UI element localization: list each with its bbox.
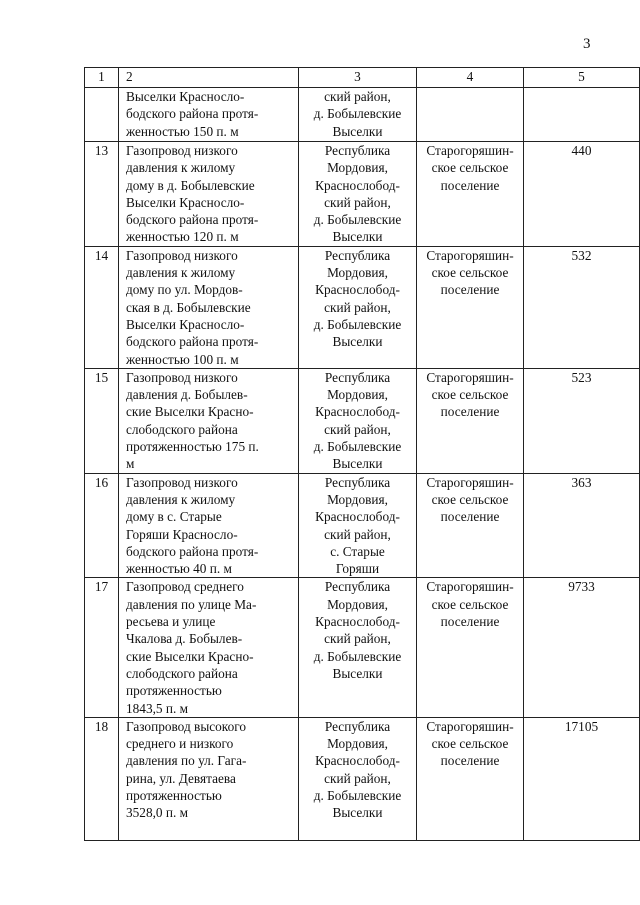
object-name-line: дому в д. Бобылевские xyxy=(126,177,255,193)
settlement-line: ское сельское xyxy=(431,736,509,752)
settlement-line: поселение xyxy=(440,509,500,525)
object-location-line: Выселки xyxy=(332,456,383,472)
row-number: 14 xyxy=(85,246,119,368)
object-location xyxy=(299,368,417,473)
object-name xyxy=(119,578,299,717)
row-number: 15 xyxy=(85,368,119,473)
object-name-line: Газопровод низкого xyxy=(126,143,238,158)
object-name-line: протяженностью 175 п. xyxy=(126,439,259,455)
object-name-line: Газопровод высокого xyxy=(126,718,247,734)
header-row xyxy=(85,68,640,88)
object-name-line: давления к жилому xyxy=(126,160,236,176)
settlement-line: Старогоряшин- xyxy=(426,247,514,263)
object-location-line: Выселки xyxy=(332,229,383,245)
object-name-line: Чкалова д. Бобылев- xyxy=(126,631,243,647)
object-name xyxy=(119,717,299,840)
header-cell-1: 1 xyxy=(85,68,119,88)
object-location-line: Мордовия, xyxy=(327,160,388,176)
table-row xyxy=(85,246,640,368)
settlement-line: поселение xyxy=(440,753,500,769)
object-location-line: Выселки xyxy=(332,123,383,139)
object-location-line: Мордовия, xyxy=(327,265,388,281)
header-cell-3: 3 xyxy=(299,68,417,88)
object-name-line: женностью 40 п. м xyxy=(126,561,232,577)
object-name-line: давления к жилому xyxy=(126,265,236,281)
object-location-line: Краснослобод- xyxy=(315,614,400,630)
object-name-line: Газопровод низкого xyxy=(126,369,238,385)
object-name xyxy=(119,142,299,247)
settlement-line: ское сельское xyxy=(431,491,509,507)
settlement-line: ское сельское xyxy=(431,387,509,403)
table-row xyxy=(85,717,640,840)
object-location-line: ский район, xyxy=(324,526,391,542)
settlement-line: поселение xyxy=(440,404,500,420)
settlement xyxy=(417,142,524,247)
settlement xyxy=(417,473,524,578)
object-location-line: ский район, xyxy=(324,194,391,210)
object-location-line: Краснослобод- xyxy=(315,177,400,193)
value: 9733 xyxy=(524,578,640,717)
object-name-line: давления к жилому xyxy=(126,491,236,507)
object-name-line: Выселки Краснослo- xyxy=(126,194,245,210)
object-location-line: д. Бобылевские xyxy=(313,648,402,664)
object-location xyxy=(299,88,417,142)
object-name-line: ские Выселки Красно- xyxy=(126,648,254,664)
object-location-line: Мордовия, xyxy=(327,596,388,612)
object-location-line: д. Бобылевские xyxy=(313,316,402,332)
object-name-line: Газопровод низкого xyxy=(126,474,238,490)
page-number: 3 xyxy=(583,36,591,52)
object-location-line: д. Бобылевские xyxy=(313,439,402,455)
object-location xyxy=(299,717,417,840)
object-location-line: д. Бобылевские xyxy=(313,106,402,122)
value: 440 xyxy=(524,142,640,247)
object-location-line: с. Старые xyxy=(330,543,385,559)
object-name xyxy=(119,473,299,578)
object-name-line: Газопровод среднего xyxy=(126,579,244,595)
object-location xyxy=(299,246,417,368)
header-cell-5: 5 xyxy=(524,68,640,88)
settlement-line: поселение xyxy=(440,614,500,630)
settlement-line: Старогоряшин- xyxy=(426,579,514,595)
object-name xyxy=(119,246,299,368)
object-name-line: женностью 120 п. м xyxy=(126,229,239,245)
row-number xyxy=(85,88,119,142)
row-number: 16 xyxy=(85,473,119,578)
settlement-line: Старогоряшин- xyxy=(426,718,514,734)
object-name-line: давления по ул. Гага- xyxy=(126,753,247,769)
settlement-line: ское сельское xyxy=(431,265,509,281)
settlement xyxy=(417,246,524,368)
object-location xyxy=(299,142,417,247)
object-name-line: протяженностью xyxy=(126,787,222,803)
object-name-line: рина, ул. Девятаева xyxy=(126,770,236,786)
settlement-line: Старогоряшин- xyxy=(426,474,514,490)
object-name-line: бодского района протя- xyxy=(126,212,259,228)
object-name-line: давления д. Бобылев- xyxy=(126,387,248,403)
value xyxy=(524,88,640,142)
table-row xyxy=(85,88,640,142)
settlement-line: Старогоряшин- xyxy=(426,369,514,385)
table-row xyxy=(85,142,640,247)
object-location-line: Краснослобод- xyxy=(315,509,400,525)
object-location-line: Мордовия, xyxy=(327,736,388,752)
object-location xyxy=(299,473,417,578)
object-name-line: давления по улице Ма- xyxy=(126,596,257,612)
object-location-line: Краснослобод- xyxy=(315,753,400,769)
object-location-line: ский район, xyxy=(324,299,391,315)
object-location-line: д. Бобылевские xyxy=(313,787,402,803)
header-cell-2: 2 xyxy=(119,68,299,88)
object-location-line: Республика xyxy=(324,718,391,734)
object-name-line: женностью 150 п. м xyxy=(126,123,239,139)
object-name-line: Газопровод низкого xyxy=(126,247,238,263)
object-location-line: Мордовия, xyxy=(327,387,388,403)
object-location-line: Республика xyxy=(324,474,391,490)
settlement xyxy=(417,578,524,717)
settlement-line: ское сельское xyxy=(431,160,509,176)
object-name-line: 1843,5 п. м xyxy=(126,700,189,716)
object-location-line: Краснослобод- xyxy=(315,282,400,298)
settlement-line: поселение xyxy=(440,282,500,298)
header-cell-4: 4 xyxy=(417,68,524,88)
object-location-line: Республика xyxy=(324,369,391,385)
object-name-line: Выселки Краснослo- xyxy=(126,316,245,332)
object-location-line: Горяши xyxy=(335,561,380,577)
object-name-line: слободского района xyxy=(126,421,238,437)
value: 532 xyxy=(524,246,640,368)
table-row xyxy=(85,578,640,717)
settlement-line: ское сельское xyxy=(431,596,509,612)
object-name-line: Горяши Краснослo- xyxy=(126,526,238,542)
object-location-line: ский район, xyxy=(324,631,391,647)
settlement xyxy=(417,368,524,473)
object-location-line: Выселки xyxy=(332,334,383,350)
table-row xyxy=(85,368,640,473)
object-name-line: бодского района протя- xyxy=(126,334,259,350)
row-number: 18 xyxy=(85,717,119,840)
settlement xyxy=(417,88,524,142)
object-location-line: Выселки xyxy=(332,665,383,681)
object-location-line: Республика xyxy=(324,247,391,263)
object-location xyxy=(299,578,417,717)
object-name-line: ресьева и улице xyxy=(126,614,216,630)
object-location-line: ский район, xyxy=(324,89,391,104)
object-name xyxy=(119,88,299,142)
object-name-line: бодского района протя- xyxy=(126,106,259,122)
object-name-line: м xyxy=(126,456,135,472)
object-name-line: 3528,0 п. м xyxy=(126,805,189,821)
table-row xyxy=(85,473,640,578)
object-name xyxy=(119,368,299,473)
object-name-line: женностью 100 п. м xyxy=(126,351,239,367)
object-location-line: Краснослобод- xyxy=(315,404,400,420)
object-name-line: дому по ул. Мордов- xyxy=(126,282,243,298)
object-location-line: Выселки xyxy=(332,805,383,821)
object-location-line: д. Бобылевские xyxy=(313,212,402,228)
object-location-line: Мордовия, xyxy=(327,491,388,507)
register-table xyxy=(84,67,640,841)
object-location-line: ский район, xyxy=(324,770,391,786)
row-number: 17 xyxy=(85,578,119,717)
value: 523 xyxy=(524,368,640,473)
settlement-line: Старогоряшин- xyxy=(426,143,514,158)
object-name-line: ские Выселки Красно- xyxy=(126,404,254,420)
object-location-line: Республика xyxy=(324,143,391,158)
value: 363 xyxy=(524,473,640,578)
row-number: 13 xyxy=(85,142,119,247)
object-name-line: протяженностью xyxy=(126,683,222,699)
settlement xyxy=(417,717,524,840)
object-location-line: ский район, xyxy=(324,421,391,437)
value: 17105 xyxy=(524,717,640,840)
object-name-line: слободского района xyxy=(126,665,238,681)
object-name-line: среднего и низкого xyxy=(126,736,234,752)
object-location-line: Республика xyxy=(324,579,391,595)
object-name-line: Выселки Краснослo- xyxy=(126,89,245,104)
object-name-line: ская в д. Бобылевские xyxy=(126,299,251,315)
object-name-line: дому в с. Старые xyxy=(126,509,222,525)
settlement-line: поселение xyxy=(440,177,500,193)
object-name-line: бодского района протя- xyxy=(126,543,259,559)
